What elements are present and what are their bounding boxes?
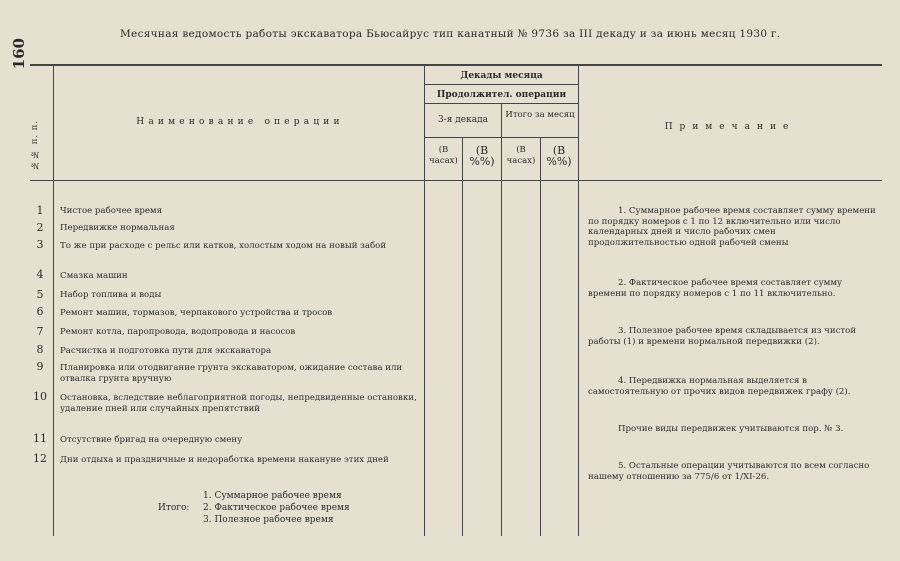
operation-text: Дни отдыха и праздничные и недоработка времени накануне этих дней	[60, 455, 389, 465]
operation-text: Расчистка и подготовка пути для экскаватора	[60, 346, 272, 356]
col-divider-num	[53, 66, 54, 536]
operation-text: То же при расходе с рельс или катков, холостым ходом на новый забой	[60, 241, 387, 251]
row-number: 2	[36, 221, 44, 234]
note-paragraph: 3. Полезное рабочее время складывается из чистой работы (1) и времени нормальной передвижки (2).	[588, 326, 857, 347]
operation-text: Планировка или отодвигание грунта экскаватором, ожидание состава или отвалка грунта вручную	[60, 363, 403, 384]
operation-text: Отсутствие бригад на очередную смену	[60, 435, 243, 445]
header-third-decade: 3-я декада	[437, 115, 489, 125]
totals-label: Итого:	[158, 503, 190, 513]
row-number: 6	[36, 305, 44, 318]
col-divider-decade	[501, 103, 502, 536]
operation-text: Ремонт котла, паропровода, водопровода и насосов	[60, 327, 296, 337]
note-paragraph: 1. Суммарное рабочее время составляет сумму времени по порядку номеров с 1 по 12 включительно или число календарных дней и число рабочих смен продолжительностью одной рабочей смены	[588, 206, 876, 248]
operation-text: Чистое рабочее время	[60, 206, 163, 216]
row-number: 11	[33, 432, 47, 445]
row-number: 10	[33, 390, 47, 403]
row-number: 1	[36, 204, 44, 217]
header-month-total: Итого за месяц	[505, 110, 575, 120]
header-operation-name: Наименование операции	[136, 117, 344, 127]
row-number: 5	[36, 288, 44, 301]
row-number: 7	[36, 325, 44, 338]
row-number: 4	[36, 268, 44, 281]
note-paragraph: 4. Передвижка нормальная выделяется в самостоятельную от прочих видов передвижек графу (2).	[588, 376, 851, 397]
note-paragraph: 5. Остальные операции учитываются по всем согласно нашему отношению за 775/6 от 1/XI-26.	[588, 461, 870, 482]
note-paragraph: 2. Фактическое рабочее время составляет сумму времени по порядку номеров с 1 по 11 включительно.	[588, 278, 843, 299]
header-notes: Примечание	[664, 122, 796, 132]
header-hours-decade: (В часах)	[429, 145, 458, 166]
col-divider-name	[424, 66, 425, 536]
operation-text: Набор топлива и воды	[60, 290, 162, 300]
row-number: 12	[33, 452, 47, 465]
totals-item: 1. Суммарное рабочее время	[203, 491, 342, 501]
col-divider-hours1	[462, 137, 463, 536]
header-row-number: №№ п. п.	[30, 119, 40, 170]
header-percent-month: (В %%)	[546, 144, 572, 168]
header-bottom-rule	[30, 180, 882, 181]
operation-text: Передвижке нормальная	[60, 223, 175, 233]
totals-item: 3. Полезное рабочее время	[203, 515, 334, 525]
col-divider-notes	[578, 66, 579, 536]
operation-text: Смазка машин	[60, 271, 128, 281]
row-number: 9	[36, 360, 44, 373]
page-title: Месячная ведомость работы экскаватора Бьюсайрус тип канатный № 9736 за III декаду и за июнь месяц 1930 г.	[120, 28, 781, 40]
header-decades: Декады месяца	[460, 71, 543, 81]
row-number: 8	[36, 343, 44, 356]
table-top-rule	[30, 64, 882, 66]
operation-text: Ремонт машин, тормазов, черпакового устройства и тросов	[60, 308, 333, 318]
operation-text: Остановка, вследствие неблагоприятной погоды, непредвиденные остановки, удаление пней или случайных препятствий	[60, 393, 417, 414]
totals-item: 2. Фактическое рабочее время	[203, 503, 350, 513]
header-duration: Продолжител. операции	[436, 90, 567, 100]
row-number: 3	[36, 238, 44, 251]
decades-rule	[424, 84, 578, 85]
col-divider-hours2	[540, 137, 541, 536]
note-paragraph: Прочие виды передвижек учитываются пор. № 3.	[618, 424, 844, 434]
header-percent-decade: (В %%)	[469, 144, 495, 168]
page-number: 160	[10, 38, 28, 70]
header-hours-month: (В часах)	[506, 145, 536, 166]
